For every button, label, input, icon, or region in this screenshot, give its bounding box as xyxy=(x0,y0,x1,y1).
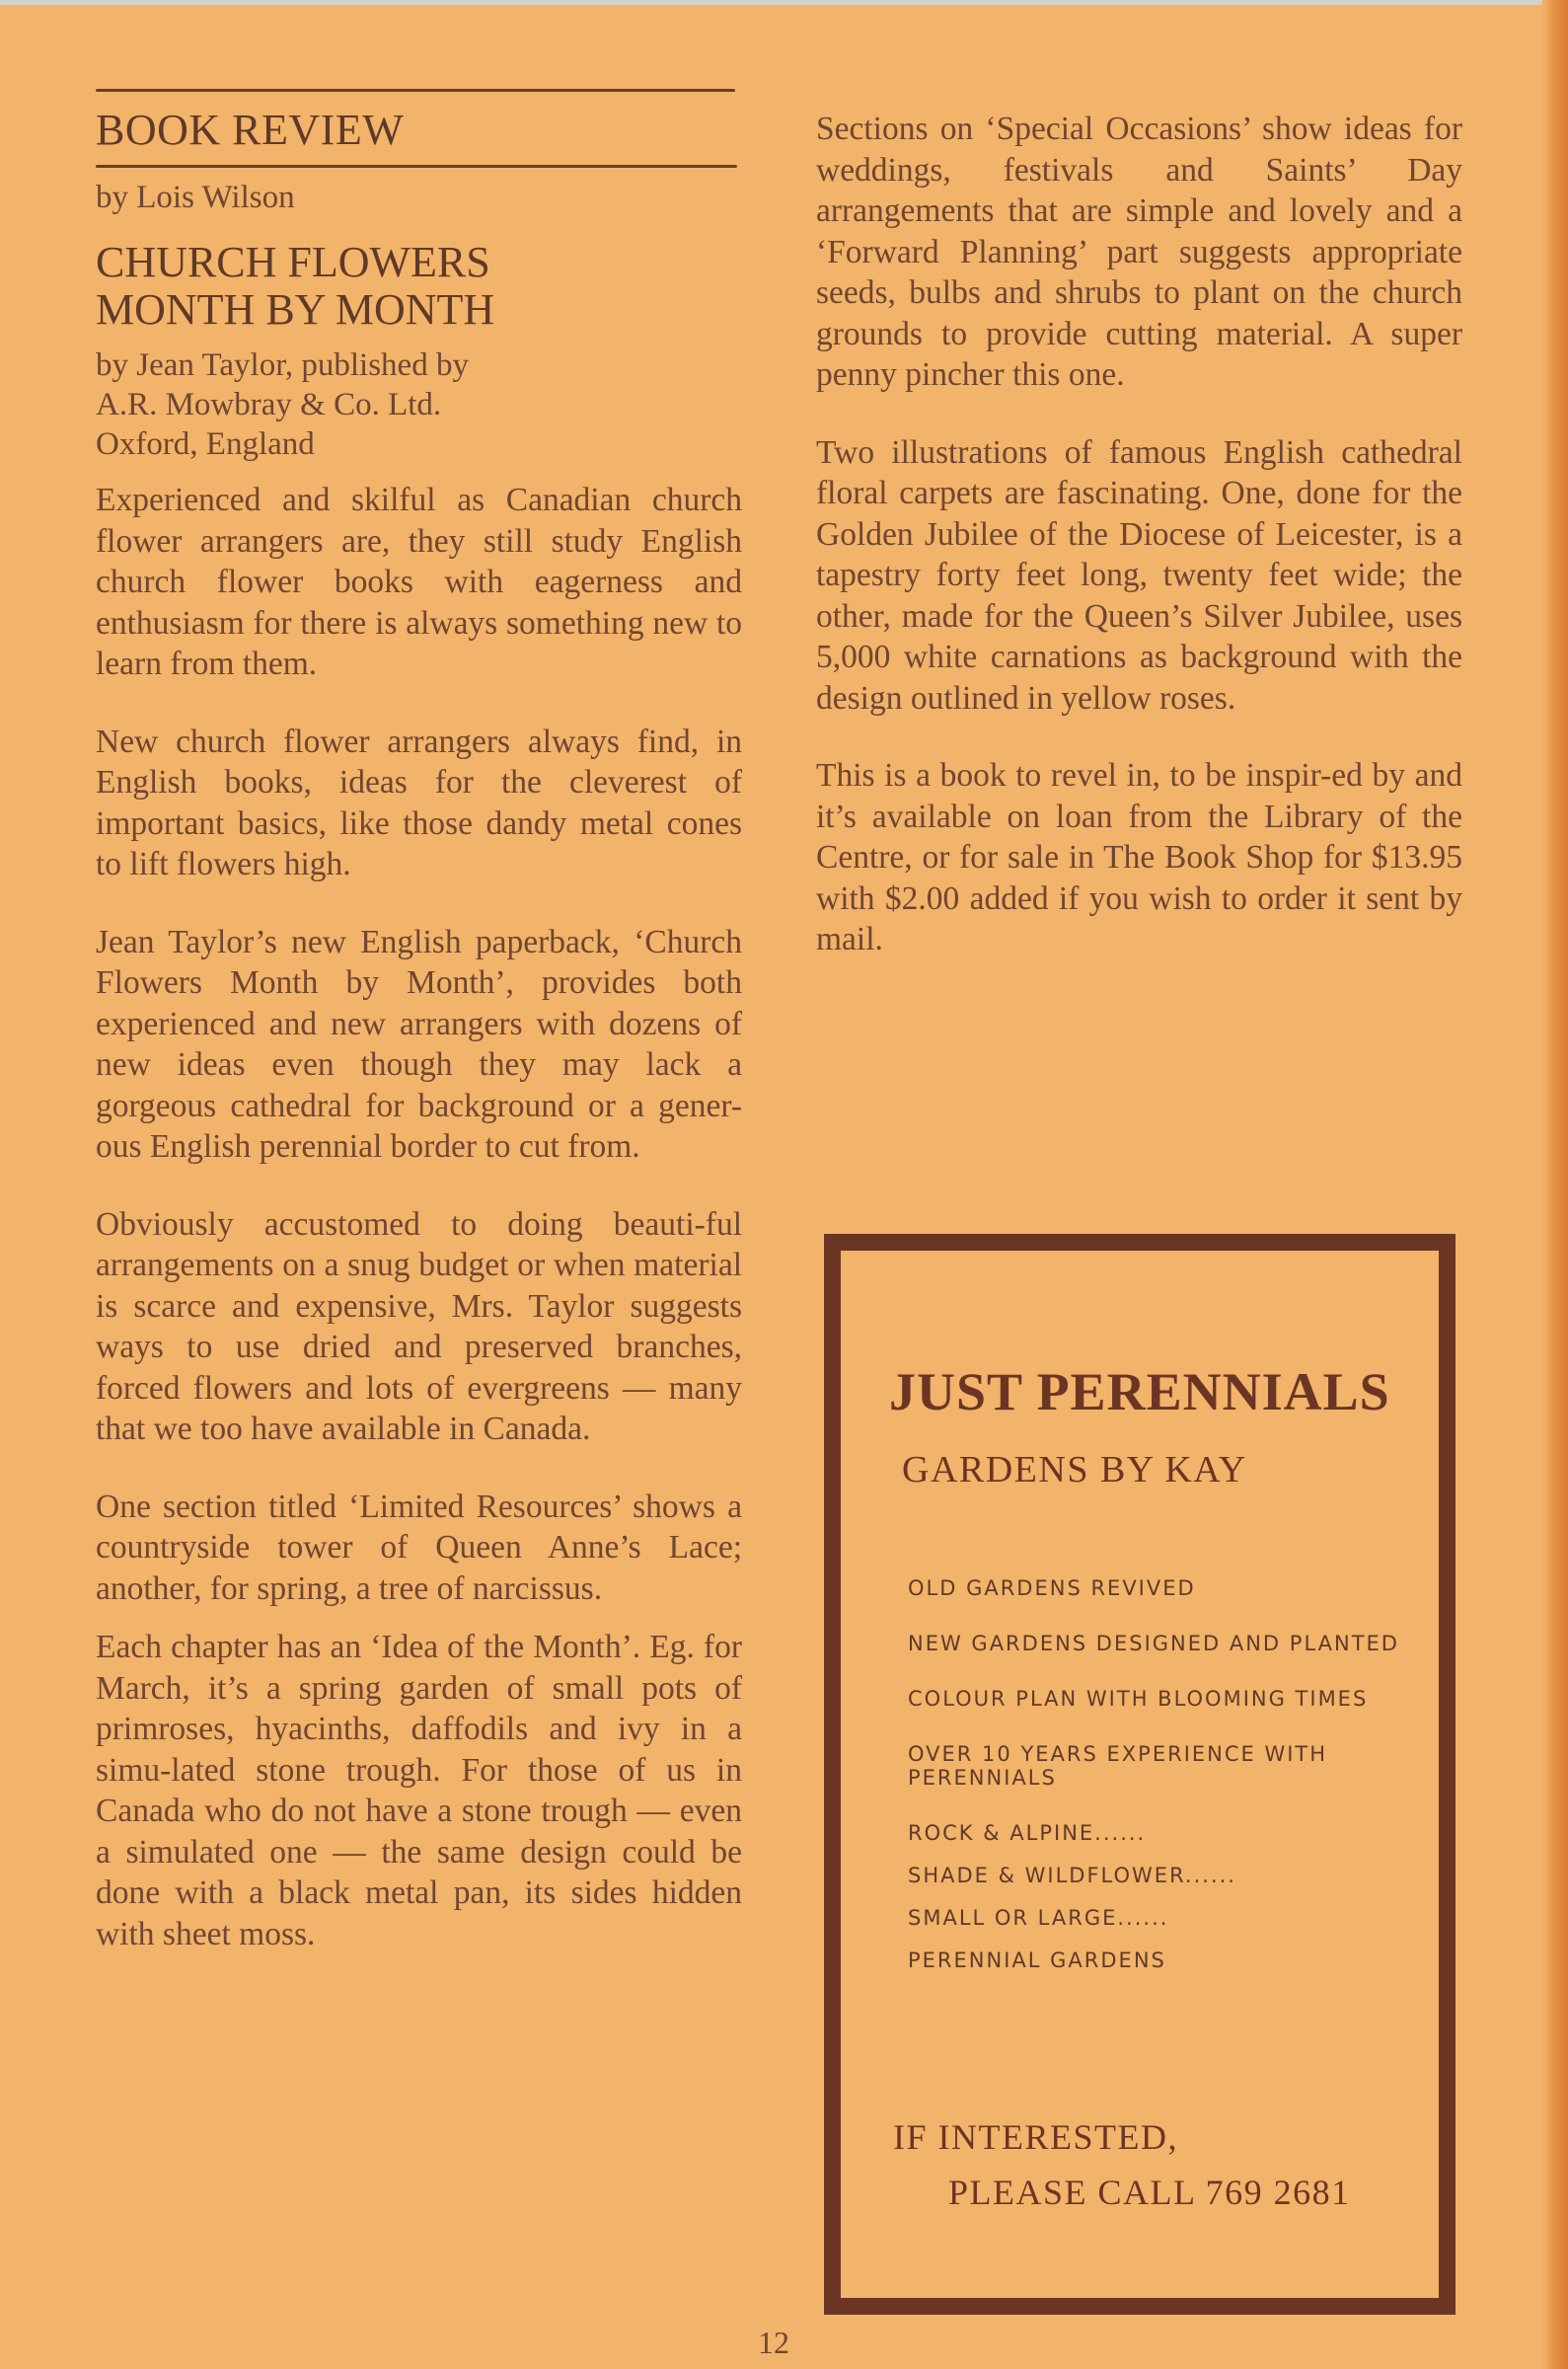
ad-phone-line: PLEASE CALL 769 2681 xyxy=(948,2173,1351,2212)
review-paragraph: One section titled ‘Limited Resources’ shows a countryside tower of Queen Anne’s Lace; another, for spring, a tree of narcissus. xyxy=(96,1488,742,1607)
review-paragraph: Sections on ‘Special Occasions’ show ideas for weddings, festivals and Saints’ Day arrangements that are simple and lovely and a ‘Forward Planning’ part suggests appropriate seeds, bulbs and shrubs to plant on the church grounds to provide cutting material. A super penny pincher this one. xyxy=(816,111,1462,393)
book-author-line: by Jean Taylor, published by xyxy=(96,347,469,383)
review-paragraph: This is a book to revel in, to be inspir-ed by and it’s available on loan from the Library of the Centre, or for sale in The Book Shop for $13.95 with $2.00 added if you wish to order it sent by mail. xyxy=(816,757,1462,957)
book-publisher-line: A.R. Mowbray & Co. Ltd. xyxy=(96,387,442,422)
ad-service-item: SHADE & WILDFLOWER...... xyxy=(908,1864,1236,1887)
ad-service-item: COLOUR PLAN WITH BLOOMING TIMES xyxy=(908,1687,1369,1711)
ad-subtitle: GARDENS BY KAY xyxy=(902,1449,1247,1490)
ad-service-item: SMALL OR LARGE...... xyxy=(908,1906,1169,1930)
right-column xyxy=(816,109,1462,960)
ad-title: JUST PERENNIALS xyxy=(889,1362,1390,1421)
left-column xyxy=(96,89,742,1954)
reviewer-byline: by Lois Wilson xyxy=(96,180,295,215)
ad-contact-line: IF INTERESTED, xyxy=(893,2117,1178,2157)
ad-service-item: OVER 10 YEARS EXPERIENCE WITH PERENNIALS xyxy=(908,1742,1328,1790)
page-top-edge xyxy=(0,0,1568,5)
review-paragraph: Obviously accustomed to doing beauti-ful arrangements on a snug budget or when material is scarce and expensive, Mrs. Taylor suggests ways to use dried and preserved branches, forced flowers and lots of evergreens — many that we too have available in Canada. xyxy=(96,1205,742,1447)
ad-services-list xyxy=(908,1576,1421,1991)
ad-contact xyxy=(893,2109,1351,2220)
book-title-line: MONTH BY MONTH xyxy=(96,285,495,334)
review-paragraph: Each chapter has an ‘Idea of the Month’. Eg. for March, it’s a spring garden of small pots of primroses, hyacinths, daffodils and ivy in a simu-lated stone trough. For those of us in Canada who do not have a stone trough — even a simulated one — the same design could be done with a black metal pan, its sides hidden with sheet moss. xyxy=(96,1629,742,1952)
ad-service-item: NEW GARDENS DESIGNED AND PLANTED xyxy=(908,1632,1399,1655)
header-rule-bottom xyxy=(96,165,737,168)
book-title xyxy=(96,239,742,334)
perennials-advertisement xyxy=(824,1234,1456,2315)
page-number: 12 xyxy=(758,2325,789,2360)
book-title-line: CHURCH FLOWERS xyxy=(96,238,490,286)
review-paragraph: Two illustrations of famous English cathedral floral carpets are fascinating. One, done for the Golden Jubilee of the Diocese of Leicester, is a tapestry forty feet long, twenty feet wide; the other, made for the Queen’s Silver Jubilee, uses 5,000 white carnations as background with the design outlined in yellow roses. xyxy=(816,433,1462,717)
header-rule-top xyxy=(96,89,735,92)
page-right-edge xyxy=(1542,0,1568,2369)
review-paragraph: Experienced and skilful as Canadian church flower arrangers are, they still study English church flower books with eagerness and enthusiasm for there is always something new to learn from them. xyxy=(96,482,742,682)
section-title: BOOK REVIEW xyxy=(96,106,405,154)
review-paragraph: New church flower arrangers always find, in English books, ideas for the cleverest of important basics, like those dandy metal cones to lift flowers high. xyxy=(96,723,742,882)
review-paragraph: Jean Taylor’s new English paperback, ‘Church Flowers Month by Month’, provides both experienced and new arrangers with dozens of new ideas even though they may lack a gorgeous cathedral for background or a gener-ous English perennial border to cut from. xyxy=(96,923,742,1165)
ad-service-item: OLD GARDENS REVIVED xyxy=(908,1576,1196,1600)
ad-service-item: ROCK & ALPINE...... xyxy=(908,1821,1147,1845)
book-publication-info xyxy=(96,345,742,464)
book-location-line: Oxford, England xyxy=(96,426,315,462)
ad-service-item: PERENNIAL GARDENS xyxy=(908,1949,1166,1972)
